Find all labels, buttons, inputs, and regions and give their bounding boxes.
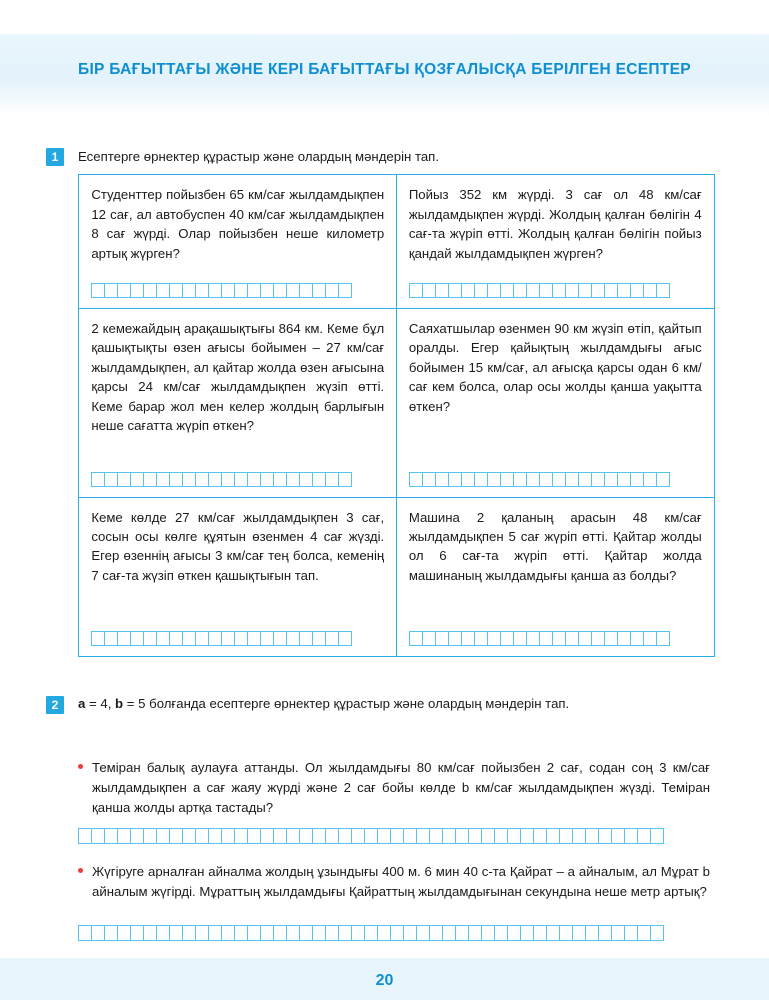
answer-cell[interactable] xyxy=(429,925,443,941)
answer-cell[interactable] xyxy=(130,283,144,298)
task-number-2: 2 xyxy=(46,696,64,714)
answer-cell[interactable] xyxy=(247,828,261,844)
answer-cell[interactable] xyxy=(643,472,657,487)
answer-cell[interactable] xyxy=(221,472,235,487)
answer-strip-3[interactable] xyxy=(91,462,384,487)
answer-cell[interactable] xyxy=(422,283,436,298)
answer-boxes-3[interactable] xyxy=(91,472,384,487)
answer-cell[interactable] xyxy=(273,631,287,646)
answer-cell[interactable] xyxy=(552,283,566,298)
answer-cell[interactable] xyxy=(494,925,508,941)
answer-boxes-bullet-1[interactable] xyxy=(78,828,663,844)
answer-cell[interactable] xyxy=(130,828,144,844)
answer-cell[interactable] xyxy=(429,828,443,844)
answer-cell[interactable] xyxy=(500,283,514,298)
answer-boxes-5[interactable] xyxy=(91,631,384,646)
answer-cell[interactable] xyxy=(526,631,540,646)
problem-text-5: Кеме көлде 27 км/сағ жылдамдықпен 3 сағ, сосын осы көлге құятын өзенмен 4 сағ жүзді. Егер өзеннің ағысы 3 км/сағ тең болса, кеменің 7 сағ-та жүзіп өткен қашықтығын тап. xyxy=(91,509,385,583)
answer-cell[interactable] xyxy=(299,828,313,844)
answer-cell[interactable] xyxy=(546,925,560,941)
answer-cell[interactable] xyxy=(325,472,339,487)
answer-cell[interactable] xyxy=(448,283,462,298)
answer-cell[interactable] xyxy=(91,631,105,646)
answer-cell[interactable] xyxy=(572,925,586,941)
answer-cell[interactable] xyxy=(338,828,352,844)
answer-cell[interactable] xyxy=(312,828,326,844)
answer-cell[interactable] xyxy=(182,472,196,487)
answer-cell[interactable] xyxy=(500,631,514,646)
answer-cell[interactable] xyxy=(377,925,391,941)
answer-cell[interactable] xyxy=(325,925,339,941)
answer-cell[interactable] xyxy=(624,828,638,844)
answer-cell[interactable] xyxy=(117,472,131,487)
answer-cell[interactable] xyxy=(656,283,670,298)
answer-cell[interactable] xyxy=(448,472,462,487)
page-title: БІР БАҒЫТТАҒЫ ЖӘНЕ КЕРІ БАҒЫТТАҒЫ ҚОЗҒАЛЫСҚА БЕРІЛГЕН ЕСЕПТЕР xyxy=(78,61,691,78)
answer-cell[interactable] xyxy=(104,828,118,844)
answer-cell[interactable] xyxy=(416,925,430,941)
answer-cell[interactable] xyxy=(513,631,527,646)
answer-cell[interactable] xyxy=(565,283,579,298)
answer-strip-1[interactable] xyxy=(91,273,384,298)
problem-text-1: Студенттер пойызбен 65 км/сағ жылдамдықпен 12 сағ, ал автобуспен 40 км/сағ жылдамдықпен 8 сағ жүрді. Олар пойызбен неше километр артық жүрген? xyxy=(91,187,385,261)
answer-cell[interactable] xyxy=(234,283,248,298)
answer-strip-6[interactable] xyxy=(409,621,702,646)
answer-cell[interactable] xyxy=(474,472,488,487)
answer-cell[interactable] xyxy=(656,472,670,487)
answer-cell[interactable] xyxy=(312,472,326,487)
answer-cell[interactable] xyxy=(273,283,287,298)
answer-cell[interactable] xyxy=(182,283,196,298)
answer-cell[interactable] xyxy=(403,925,417,941)
answer-cell[interactable] xyxy=(286,828,300,844)
answer-cell[interactable] xyxy=(533,925,547,941)
problem-cell-2 xyxy=(396,174,715,309)
answer-cell[interactable] xyxy=(104,631,118,646)
answer-cell[interactable] xyxy=(364,925,378,941)
answer-cell[interactable] xyxy=(221,828,235,844)
answer-cell[interactable] xyxy=(286,631,300,646)
variable-a: a xyxy=(78,696,86,711)
problem-cell-6 xyxy=(396,497,715,657)
answer-cell[interactable] xyxy=(247,925,261,941)
answer-cell[interactable] xyxy=(513,283,527,298)
answer-cell[interactable] xyxy=(390,925,404,941)
answer-cell[interactable] xyxy=(338,631,352,646)
answer-cell[interactable] xyxy=(104,925,118,941)
answer-cell[interactable] xyxy=(221,283,235,298)
answer-cell[interactable] xyxy=(656,631,670,646)
answer-cell[interactable] xyxy=(591,283,605,298)
answer-cell[interactable] xyxy=(487,472,501,487)
answer-cell[interactable] xyxy=(260,828,274,844)
task-number-1: 1 xyxy=(46,148,64,166)
answer-cell[interactable] xyxy=(299,631,313,646)
answer-cell[interactable] xyxy=(273,828,287,844)
answer-cell[interactable] xyxy=(481,828,495,844)
variable-b: b xyxy=(115,696,124,711)
answer-boxes-1[interactable] xyxy=(91,283,384,298)
answer-cell[interactable] xyxy=(117,631,131,646)
answer-cell[interactable] xyxy=(481,925,495,941)
answer-cell[interactable] xyxy=(221,631,235,646)
answer-cell[interactable] xyxy=(208,631,222,646)
answer-cell[interactable] xyxy=(104,472,118,487)
answer-cell[interactable] xyxy=(260,472,274,487)
bullet-dot-icon xyxy=(78,764,83,769)
answer-cell[interactable] xyxy=(260,925,274,941)
answer-cell[interactable] xyxy=(195,828,209,844)
answer-cell[interactable] xyxy=(461,631,475,646)
answer-cell[interactable] xyxy=(617,283,631,298)
answer-cell[interactable] xyxy=(416,828,430,844)
answer-cell[interactable] xyxy=(637,828,651,844)
intro-eq-b: = 5 болғанда есептерге өрнектер құрастыр және олардың мәндерін тап. xyxy=(123,696,570,711)
answer-cell[interactable] xyxy=(546,828,560,844)
answer-cell[interactable] xyxy=(526,472,540,487)
answer-cell[interactable] xyxy=(552,631,566,646)
answer-cell[interactable] xyxy=(169,283,183,298)
answer-cell[interactable] xyxy=(552,472,566,487)
answer-cell[interactable] xyxy=(286,472,300,487)
answer-cell[interactable] xyxy=(442,828,456,844)
answer-cell[interactable] xyxy=(461,472,475,487)
answer-cell[interactable] xyxy=(572,828,586,844)
answer-cell[interactable] xyxy=(182,828,196,844)
answer-cell[interactable] xyxy=(461,283,475,298)
bullet-problem-1 xyxy=(78,758,710,817)
answer-cell[interactable] xyxy=(455,925,469,941)
answer-cell[interactable] xyxy=(169,631,183,646)
intro-eq-a: = 4, xyxy=(85,696,116,711)
answer-cell[interactable] xyxy=(130,472,144,487)
answer-cell[interactable] xyxy=(286,283,300,298)
answer-cell[interactable] xyxy=(559,828,573,844)
answer-cell[interactable] xyxy=(117,828,131,844)
answer-cell[interactable] xyxy=(182,631,196,646)
answer-cell[interactable] xyxy=(260,631,274,646)
answer-cell[interactable] xyxy=(604,283,618,298)
bullet-dot-icon xyxy=(78,868,83,873)
page-number: 20 xyxy=(375,972,394,989)
answer-cell[interactable] xyxy=(234,631,248,646)
answer-cell[interactable] xyxy=(539,472,553,487)
answer-cell[interactable] xyxy=(409,472,423,487)
answer-cell[interactable] xyxy=(208,472,222,487)
answer-cell[interactable] xyxy=(507,828,521,844)
answer-cell[interactable] xyxy=(435,472,449,487)
answer-cell[interactable] xyxy=(630,631,644,646)
problem-grid xyxy=(78,174,715,657)
answer-cell[interactable] xyxy=(169,925,183,941)
answer-cell[interactable] xyxy=(409,631,423,646)
answer-cell[interactable] xyxy=(182,925,196,941)
answer-cell[interactable] xyxy=(507,925,521,941)
answer-cell[interactable] xyxy=(598,925,612,941)
problem-text-4: Саяхатшылар өзенмен 90 км жүзіп өтіп, қайтып оралды. Егер қайықтың жылдамдығы ағыс бойымен 15 км/сағ, ал ағысқа қарсы одан 6 км/сағ кем болса, олар осы жолды қанша уақытта өткен? xyxy=(408,320,702,414)
answer-cell[interactable] xyxy=(624,925,638,941)
answer-cell[interactable] xyxy=(585,828,599,844)
answer-cell[interactable] xyxy=(604,631,618,646)
task-2-instruction xyxy=(78,694,703,713)
answer-cell[interactable] xyxy=(585,925,599,941)
answer-cell[interactable] xyxy=(91,828,105,844)
answer-cell[interactable] xyxy=(273,472,287,487)
bullet-problem-2 xyxy=(78,862,710,902)
answer-cell[interactable] xyxy=(565,472,579,487)
answer-cell[interactable] xyxy=(487,283,501,298)
answer-cell[interactable] xyxy=(91,925,105,941)
answer-cell[interactable] xyxy=(617,631,631,646)
answer-cell[interactable] xyxy=(351,925,365,941)
answer-cell[interactable] xyxy=(435,631,449,646)
bullet-text-1: Теміран балық аулауға аттанды. Ол жылдамдығы 80 км/сағ пойызбен 2 сағ, содан соң 3 км/сағ жылдамдықпен a сағ жаяу жүрді және 2 сағ бойы көлде b км/сағ жылдамдықпен жүзді. Теміран қанша жолды артқа тастады? xyxy=(92,760,710,815)
answer-cell[interactable] xyxy=(195,283,209,298)
answer-cell[interactable] xyxy=(513,472,527,487)
answer-cell[interactable] xyxy=(422,631,436,646)
answer-cell[interactable] xyxy=(312,925,326,941)
answer-cell[interactable] xyxy=(578,283,592,298)
answer-cell[interactable] xyxy=(448,631,462,646)
answer-cell[interactable] xyxy=(455,828,469,844)
answer-strip-5[interactable] xyxy=(91,621,384,646)
answer-strip-2[interactable] xyxy=(409,273,702,298)
answer-cell[interactable] xyxy=(143,472,157,487)
answer-cell[interactable] xyxy=(143,925,157,941)
answer-cell[interactable] xyxy=(91,283,105,298)
answer-cell[interactable] xyxy=(474,631,488,646)
answer-cell[interactable] xyxy=(533,828,547,844)
answer-boxes-bullet-2[interactable] xyxy=(78,925,663,941)
answer-cell[interactable] xyxy=(247,283,261,298)
answer-cell[interactable] xyxy=(403,828,417,844)
answer-cell[interactable] xyxy=(578,472,592,487)
answer-cell[interactable] xyxy=(539,283,553,298)
answer-cell[interactable] xyxy=(650,828,664,844)
answer-cell[interactable] xyxy=(591,472,605,487)
answer-cell[interactable] xyxy=(156,283,170,298)
answer-cell[interactable] xyxy=(442,925,456,941)
answer-cell[interactable] xyxy=(260,283,274,298)
answer-cell[interactable] xyxy=(611,925,625,941)
answer-cell[interactable] xyxy=(91,472,105,487)
answer-cell[interactable] xyxy=(338,283,352,298)
answer-cell[interactable] xyxy=(539,631,553,646)
problem-text-6: Машина 2 қаланың арасын 48 км/сағ жылдамдықпен 5 сағ жүріп өтті. Қайтар жолды ол 6 сағ-та жүріп өтті. Қайтар жолда машинаның жылдамдығы қанша аз болды? xyxy=(408,509,702,583)
answer-cell[interactable] xyxy=(338,472,352,487)
answer-boxes-6[interactable] xyxy=(409,631,702,646)
answer-cell[interactable] xyxy=(617,472,631,487)
answer-cell[interactable] xyxy=(637,925,651,941)
problem-cell-5 xyxy=(78,497,397,657)
answer-cell[interactable] xyxy=(117,283,131,298)
answer-cell[interactable] xyxy=(325,631,339,646)
answer-cell[interactable] xyxy=(598,828,612,844)
answer-cell[interactable] xyxy=(247,472,261,487)
answer-cell[interactable] xyxy=(273,925,287,941)
answer-cell[interactable] xyxy=(390,828,404,844)
answer-cell[interactable] xyxy=(78,828,92,844)
answer-cell[interactable] xyxy=(78,925,92,941)
answer-cell[interactable] xyxy=(494,828,508,844)
answer-cell[interactable] xyxy=(409,283,423,298)
answer-cell[interactable] xyxy=(364,828,378,844)
answer-cell[interactable] xyxy=(195,472,209,487)
answer-cell[interactable] xyxy=(234,472,248,487)
answer-cell[interactable] xyxy=(325,828,339,844)
answer-boxes-4[interactable] xyxy=(409,472,702,487)
answer-cell[interactable] xyxy=(630,283,644,298)
problem-text-3: 2 кемежайдың арақашықтығы 864 км. Кеме бұл қашықтықты өзен ағысы бойымен – 27 км/сағ жылдамдықпен, ал қайтар жолда өзен ағысына қарсы 24 км/сағ жылдамдықпен жүзіп өтті. Кеме барар жол мен келер жолдың барлығын неше сағатта жүріп өткен? xyxy=(91,320,385,433)
answer-cell[interactable] xyxy=(143,283,157,298)
answer-cell[interactable] xyxy=(422,472,436,487)
answer-cell[interactable] xyxy=(156,828,170,844)
answer-cell[interactable] xyxy=(169,828,183,844)
answer-strip-4[interactable] xyxy=(409,462,702,487)
answer-cell[interactable] xyxy=(565,631,579,646)
answer-cell[interactable] xyxy=(208,828,222,844)
answer-cell[interactable] xyxy=(435,283,449,298)
answer-cell[interactable] xyxy=(487,631,501,646)
answer-cell[interactable] xyxy=(559,925,573,941)
answer-cell[interactable] xyxy=(234,828,248,844)
answer-cell[interactable] xyxy=(325,283,339,298)
answer-cell[interactable] xyxy=(643,283,657,298)
answer-cell[interactable] xyxy=(208,283,222,298)
answer-cell[interactable] xyxy=(234,925,248,941)
answer-boxes-2[interactable] xyxy=(409,283,702,298)
answer-cell[interactable] xyxy=(312,283,326,298)
answer-cell[interactable] xyxy=(195,925,209,941)
answer-cell[interactable] xyxy=(299,925,313,941)
answer-cell[interactable] xyxy=(299,283,313,298)
answer-cell[interactable] xyxy=(299,472,313,487)
answer-cell[interactable] xyxy=(520,828,534,844)
answer-cell[interactable] xyxy=(630,472,644,487)
answer-cell[interactable] xyxy=(208,925,222,941)
answer-cell[interactable] xyxy=(468,828,482,844)
answer-cell[interactable] xyxy=(156,472,170,487)
answer-cell[interactable] xyxy=(500,472,514,487)
answer-cell[interactable] xyxy=(169,472,183,487)
bullet-text-2: Жүгіруге арналған айналма жолдың ұзындығы 400 м. 6 мин 40 с-та Қайрат – a айналым, ал Мұрат b айналым жүгірді. Мұраттың жылдамдығы Қайраттың жылдамдығынан секундына неше метр артық? xyxy=(92,864,710,899)
answer-cell[interactable] xyxy=(604,472,618,487)
answer-cell[interactable] xyxy=(130,631,144,646)
answer-cell[interactable] xyxy=(195,631,209,646)
answer-cell[interactable] xyxy=(643,631,657,646)
answer-cell[interactable] xyxy=(156,925,170,941)
answer-cell[interactable] xyxy=(117,925,131,941)
answer-cell[interactable] xyxy=(312,631,326,646)
answer-cell[interactable] xyxy=(474,283,488,298)
answer-cell[interactable] xyxy=(650,925,664,941)
answer-cell[interactable] xyxy=(351,828,365,844)
answer-cell[interactable] xyxy=(143,828,157,844)
problem-text-2: Пойыз 352 км жүрді. 3 сағ ол 48 км/сағ жылдамдықпен жүрді. Жолдың қалған бөлігін 4 сағ-та жүріп өтті. Жолдың қалған бөлігін пойыз қандай жылдамдықпен жүрген? xyxy=(408,187,702,261)
answer-cell[interactable] xyxy=(247,631,261,646)
problem-cell-1 xyxy=(78,174,397,309)
answer-cell[interactable] xyxy=(591,631,605,646)
answer-cell[interactable] xyxy=(526,283,540,298)
answer-cell[interactable] xyxy=(156,631,170,646)
answer-cell[interactable] xyxy=(286,925,300,941)
answer-cell[interactable] xyxy=(130,925,144,941)
answer-cell[interactable] xyxy=(143,631,157,646)
answer-cell[interactable] xyxy=(520,925,534,941)
answer-cell[interactable] xyxy=(578,631,592,646)
answer-cell[interactable] xyxy=(338,925,352,941)
answer-cell[interactable] xyxy=(377,828,391,844)
answer-cell[interactable] xyxy=(104,283,118,298)
answer-cell[interactable] xyxy=(611,828,625,844)
problem-cell-3 xyxy=(78,308,397,498)
answer-cell[interactable] xyxy=(468,925,482,941)
task-1-instruction: Есептерге өрнектер құрастыр және олардың мәндерін тап. xyxy=(78,149,439,164)
problem-cell-4 xyxy=(396,308,715,498)
answer-cell[interactable] xyxy=(221,925,235,941)
